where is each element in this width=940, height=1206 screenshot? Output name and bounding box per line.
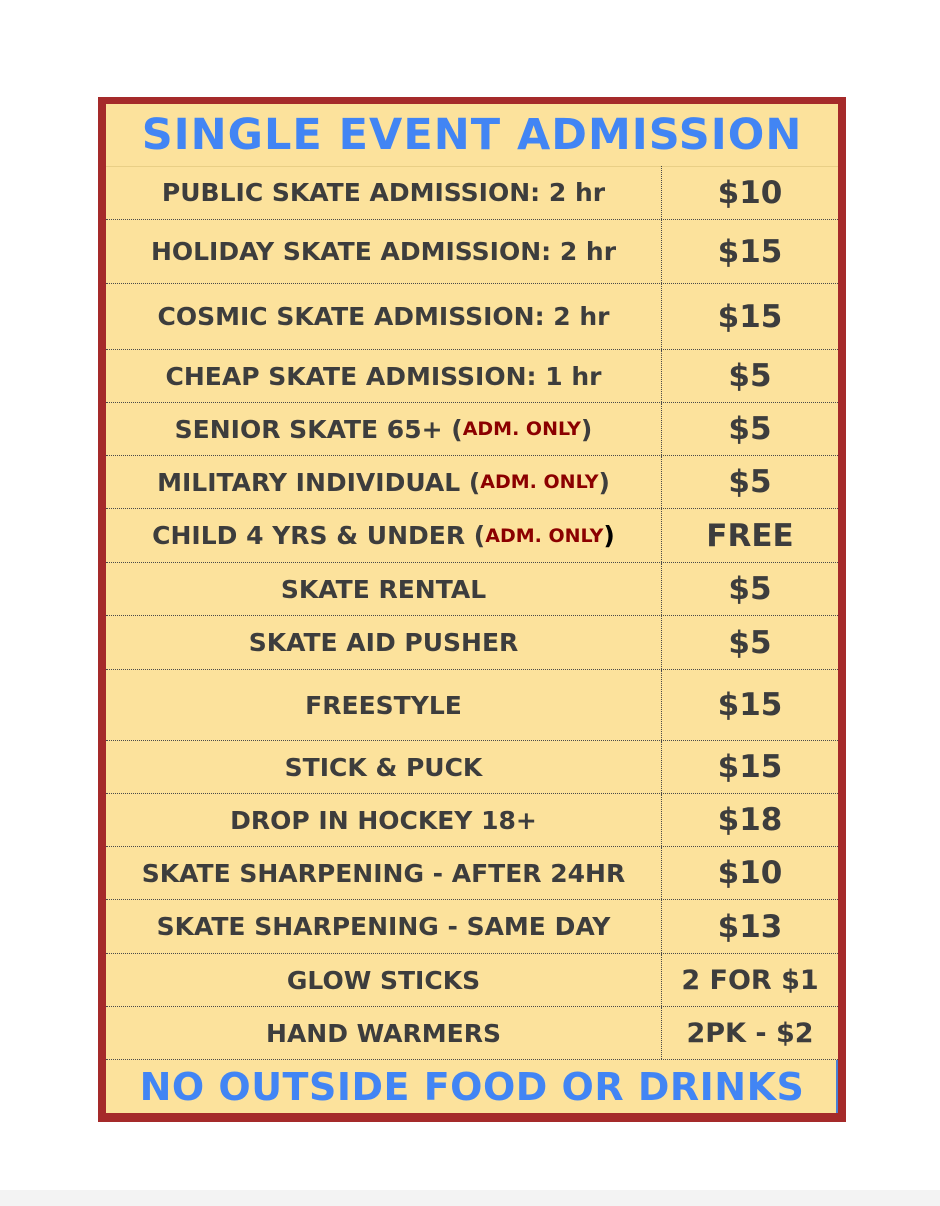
item-name: COSMIC SKATE ADMISSION: 2 hr bbox=[157, 302, 610, 331]
row-label bbox=[106, 166, 662, 219]
board-title: SINGLE EVENT ADMISSION bbox=[106, 104, 838, 167]
item-name: DROP IN HOCKEY 18+ bbox=[230, 805, 537, 835]
row-price: FREE bbox=[706, 517, 794, 554]
price-row bbox=[106, 456, 838, 509]
row-price: $10 bbox=[717, 855, 783, 891]
item-name: GLOW STICKS bbox=[286, 965, 481, 995]
row-label bbox=[106, 794, 662, 846]
row-price: $10 bbox=[717, 174, 783, 211]
item-name: CHILD 4 YRS & UNDER bbox=[152, 521, 466, 550]
row-label bbox=[106, 616, 662, 669]
row-label: CHILD 4 YRS & UNDER ( ADM. ONLY ) bbox=[106, 509, 662, 562]
price-row bbox=[106, 563, 838, 616]
row-label bbox=[106, 741, 662, 793]
price-row bbox=[106, 954, 838, 1007]
admission-only-note: ADM. ONLY bbox=[485, 524, 604, 547]
board-footer: NO OUTSIDE FOOD OR DRINKS bbox=[139, 1064, 805, 1109]
row-price: $15 bbox=[717, 687, 783, 723]
price-board bbox=[106, 104, 838, 1113]
price-row bbox=[106, 741, 838, 794]
price-row bbox=[106, 794, 838, 847]
row-label bbox=[106, 284, 662, 349]
row-price: $13 bbox=[717, 908, 783, 945]
page-bottom-strip bbox=[0, 1190, 940, 1206]
item-name: PUBLIC SKATE ADMISSION: 2 hr bbox=[161, 178, 606, 207]
price-row bbox=[106, 509, 838, 563]
item-name: SKATE AID PUSHER bbox=[248, 628, 519, 657]
price-row bbox=[106, 220, 838, 284]
price-row bbox=[106, 900, 838, 954]
row-price: $5 bbox=[728, 624, 772, 661]
row-label bbox=[106, 563, 662, 615]
price-row bbox=[106, 284, 838, 350]
row-label bbox=[106, 350, 662, 402]
row-label bbox=[106, 220, 662, 283]
row-price: $15 bbox=[717, 749, 783, 785]
item-name: SKATE RENTAL bbox=[280, 574, 487, 604]
row-price: 2 FOR $1 bbox=[681, 964, 819, 996]
row-label bbox=[106, 954, 662, 1006]
row-label bbox=[106, 1007, 662, 1059]
price-row bbox=[106, 403, 838, 456]
price-row bbox=[106, 350, 838, 403]
admission-only-note: ADM. ONLY bbox=[462, 418, 581, 440]
price-row bbox=[106, 166, 838, 220]
item-name: SKATE SHARPENING - AFTER 24HR bbox=[141, 858, 626, 888]
admission-only-note: ADM. ONLY bbox=[480, 471, 599, 493]
row-label bbox=[106, 900, 662, 953]
price-row bbox=[106, 847, 838, 900]
item-name: HAND WARMERS bbox=[266, 1018, 501, 1048]
row-label bbox=[106, 847, 662, 899]
row-price: $5 bbox=[728, 464, 772, 500]
item-name: CHEAP SKATE ADMISSION: 1 hr bbox=[165, 361, 602, 391]
item-name: HOLIDAY SKATE ADMISSION: 2 hr bbox=[150, 237, 617, 266]
item-name: MILITARY INDIVIDUAL bbox=[157, 467, 461, 497]
item-name: SKATE SHARPENING - SAME DAY bbox=[156, 912, 611, 941]
price-row bbox=[106, 616, 838, 670]
row-price: $5 bbox=[728, 571, 772, 607]
row-price: $5 bbox=[728, 411, 772, 447]
row-label bbox=[106, 670, 662, 740]
row-label: MILITARY INDIVIDUAL ( ADM. ONLY ) bbox=[106, 456, 662, 508]
row-label: SENIOR SKATE 65+ ( ADM. ONLY ) bbox=[106, 403, 662, 455]
footer-cell-edge bbox=[836, 1060, 838, 1113]
price-row bbox=[106, 670, 838, 741]
item-name: FREESTYLE bbox=[305, 690, 462, 720]
item-name: STICK & PUCK bbox=[284, 752, 483, 782]
row-price: $15 bbox=[717, 298, 783, 335]
item-name: SENIOR SKATE 65+ bbox=[174, 414, 443, 444]
price-row bbox=[106, 1007, 838, 1060]
row-price: $15 bbox=[717, 233, 783, 270]
row-price: $5 bbox=[728, 358, 772, 394]
row-price: $18 bbox=[717, 802, 783, 838]
row-price: 2PK - $2 bbox=[686, 1017, 814, 1049]
